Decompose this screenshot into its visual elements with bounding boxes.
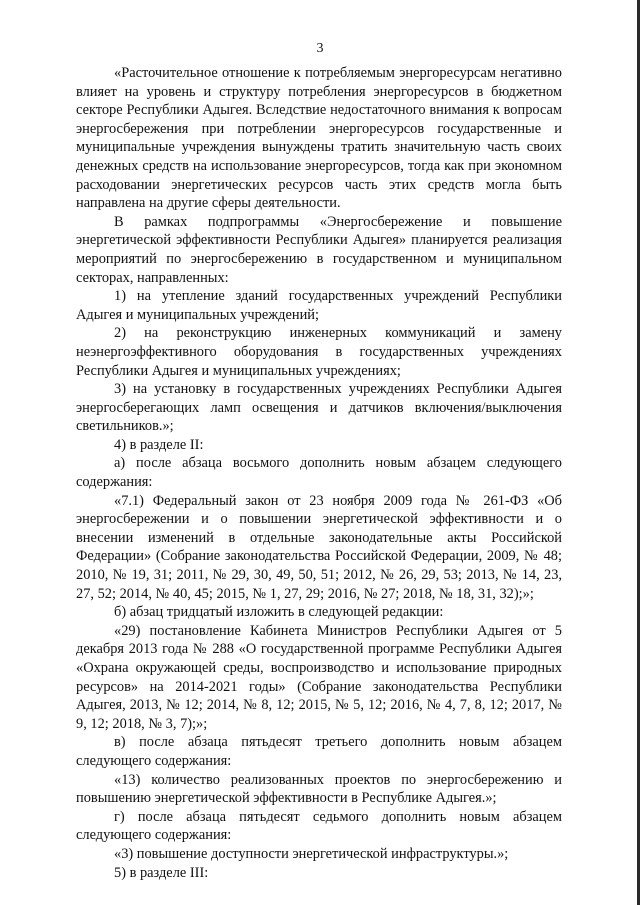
paragraph: «Расточительное отношение к потребляемым энергоресурсам негативно влияет на уровень и структуру потребления энергоресурсов в бюджетном секторе Республики Адыгея. Вследствие недостаточного внимания к вопросам энергосбережения при потреблении энергоресурсов государственные и муниципальные учреждения вынуждены тратить значительную часть своих денежных средств на использование энергоресурсов, тогда как при экономном расходовании энергетических ресурсов часть этих средств могла быть направлена на другие сферы деятельности.: [76, 65, 562, 212]
list-item: 2) на реконструкцию инженерных коммуникаций и замену неэнергоэффективного оборудования в государственных учреждениях Республики Адыгея и муниципальных учреждениях;: [76, 325, 562, 379]
page-number: 3: [316, 41, 324, 56]
paragraph: В рамках подпрограммы «Энергосбережение и повышение энергетической эффективности Республики Адыгея» планируется реализация мероприятий по энергосбережению в государственном и муниципальном секторах, направленных:: [76, 213, 562, 286]
section-item: 4) в разделе II:: [114, 436, 204, 453]
sub-item: б) абзац тридцатый изложить в следующей редакции:: [114, 604, 444, 621]
quoted-amendment: «13) количество реализованных проектов по энергосбережению и повышению энергетической эффективности в Республике Адыгея.»;: [76, 771, 562, 807]
document-body: [76, 64, 562, 882]
quoted-amendment: «3) повышение доступности энергетической инфраструктуры.»;: [114, 845, 509, 862]
quoted-amendment: «7.1) Федеральный закон от 23 ноября 2009 года № 261-ФЗ «Об энергосбережении и о повышении энергетической эффективности и о внесении изменений в отдельные законодательные акты Российской Федерации» (Собрание законодательства Российской Федерации, 2009, № 48; 2010, № 19, 31; 2011, № 29, 30, 49, 50, 51; 2012, № 26, 29, 53; 2013, № 14, 23, 27, 52; 2014, № 40, 45; 2015, № 1, 27, 29; 2016, № 27; 2018, № 18, 31, 32);»;: [76, 492, 562, 602]
sub-item: г) после абзаца пятьдесят седьмого дополнить новым абзацем следующего содержания:: [76, 808, 562, 844]
list-item: 1) на утепление зданий государственных учреждений Республики Адыгея и муниципальных учреждений;: [76, 288, 562, 323]
quoted-amendment: «29) постановление Кабинета Министров Республики Адыгея от 5 декабря 2013 года № 288 «О государственной программе Республики Адыгея «Охрана окружающей среды, воспроизводство и использование природных ресурсов» на 2014-2021 годы» (Собрание законодательства Республики Адыгея, 2013, № 12; 2014, № 8, 12; 2015, № 5, 12; 2016, № 4, 7, 8, 12; 2017, № 9, 12; 2018, № 3, 7);»;: [76, 622, 562, 732]
list-item: 3) на установку в государственных учреждениях Республики Адыгея энергосберегающих ламп освещения и датчиков включения/выключения светильников.»;: [76, 381, 562, 435]
sub-item: в) после абзаца пятьдесят третьего дополнить новым абзацем следующего содержания:: [76, 734, 562, 769]
sub-item: а) после абзаца восьмого дополнить новым абзацем следующего содержания:: [76, 455, 562, 491]
section-item: 5) в разделе III:: [114, 864, 209, 881]
